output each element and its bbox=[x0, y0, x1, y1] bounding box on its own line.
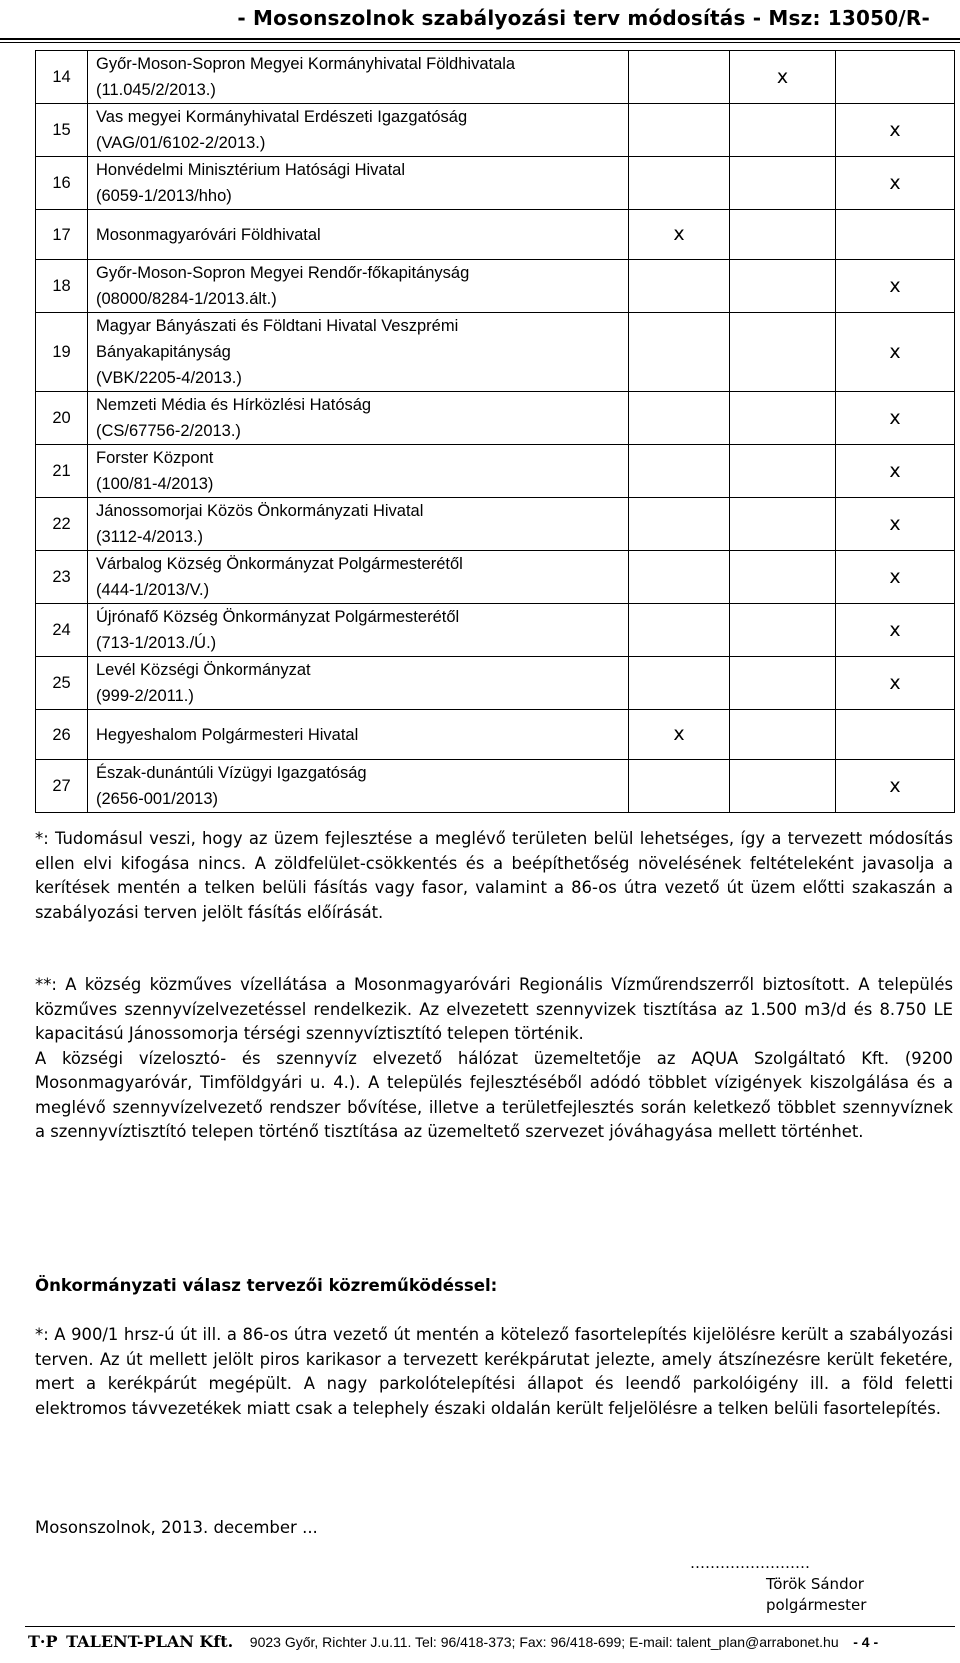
signer-name: Török Sándor bbox=[766, 1575, 864, 1593]
response-body bbox=[35, 1323, 953, 1421]
table-row bbox=[36, 445, 955, 498]
mark-cell-2 bbox=[730, 445, 836, 498]
agency-name-line: (444-1/2013/V.) bbox=[96, 581, 210, 599]
agency-name-line: (2656-001/2013) bbox=[96, 790, 219, 808]
table-row bbox=[36, 157, 955, 210]
mark-cell-3 bbox=[836, 498, 955, 551]
agency-name-line: Várbalog Község Önkormányzat Polgármesterétől bbox=[96, 555, 463, 573]
agency-name-cell bbox=[88, 498, 629, 551]
mark-cell-1 bbox=[629, 498, 730, 551]
row-number: 22 bbox=[36, 498, 88, 551]
table-row bbox=[36, 260, 955, 313]
mark-cell-2 bbox=[730, 604, 836, 657]
row-number: 25 bbox=[36, 657, 88, 710]
agency-name-line: Jánossomorjai Közös Önkormányzati Hivatal bbox=[96, 502, 424, 520]
agency-name-line: (08000/8284-1/2013.ált.) bbox=[96, 290, 277, 308]
mark-cell-2 bbox=[730, 551, 836, 604]
mark-cell-2 bbox=[730, 313, 836, 392]
row-number: 24 bbox=[36, 604, 88, 657]
row-number: 27 bbox=[36, 760, 88, 813]
mark-cell-3 bbox=[836, 104, 955, 157]
agency-name-line: (6059-1/2013/hho) bbox=[96, 187, 232, 205]
row-number: 17 bbox=[36, 210, 88, 260]
mark-cell-1 bbox=[629, 260, 730, 313]
mark-cell-2 bbox=[730, 710, 836, 760]
mark-cell-3 bbox=[836, 313, 955, 392]
agency-name-cell bbox=[88, 710, 629, 760]
agency-name-line: Bányakapitányság bbox=[96, 343, 231, 361]
mark-cell-2 bbox=[730, 392, 836, 445]
agency-name-line: (100/81-4/2013) bbox=[96, 475, 214, 493]
row-number: 20 bbox=[36, 392, 88, 445]
note-1-text: *: Tudomásul veszi, hogy az üzem fejlesztése a meglévő területen belül lehetséges, így a tervezett módosítás ellen elvi kifogása nincs. A zöldfelület-csökkentés és a beépíthetőség növelésének feltételeként javasolja a kerítések mentén a telken belüli fásítás vagy fasor, valamint a 86-os útra vezető út üzem előtti szakaszán a szabályozási terven jelölt fásítás előírását. bbox=[35, 829, 953, 922]
row-number: 19 bbox=[36, 313, 88, 392]
x-mark: x bbox=[889, 459, 901, 482]
x-mark: x bbox=[889, 671, 901, 694]
mark-cell-3 bbox=[836, 445, 955, 498]
agency-name-line: Vas megyei Kormányhivatal Erdészeti Igazgatóság bbox=[96, 108, 468, 126]
mark-cell-1 bbox=[629, 445, 730, 498]
table-row bbox=[36, 104, 955, 157]
mark-cell-2 bbox=[730, 51, 836, 104]
table-row bbox=[36, 551, 955, 604]
agency-name-line: Hegyeshalom Polgármesteri Hivatal bbox=[96, 725, 359, 744]
table-row bbox=[36, 210, 955, 260]
signature-block bbox=[690, 1553, 870, 1616]
agency-name-line: Nemzeti Média és Hírközlési Hatóság bbox=[96, 396, 372, 414]
agency-name-line: Forster Központ bbox=[96, 449, 214, 467]
mark-cell-1 bbox=[629, 710, 730, 760]
agency-name-line: Magyar Bányászati és Földtani Hivatal Veszprémi bbox=[96, 317, 459, 335]
mark-cell-1 bbox=[629, 51, 730, 104]
mark-cell-3 bbox=[836, 392, 955, 445]
row-number: 14 bbox=[36, 51, 88, 104]
agency-name-line: (999-2/2011.) bbox=[96, 687, 194, 705]
mark-cell-1 bbox=[629, 104, 730, 157]
mark-cell-1 bbox=[629, 392, 730, 445]
table-row bbox=[36, 392, 955, 445]
row-number: 15 bbox=[36, 104, 88, 157]
response-text: *: A 900/1 hrsz-ú út ill. a 86-os útra vezető út mentén a kötelező fasortelepítés kijelölésre került a szabályozási terven. Az út mellett jelölt piros karikasor a tervezett kerékpárutat jelezte, amely átszínezésre került feketére, mert a kerékpárút megépült. A nagy parkolótelepítési állapot és leendő parkolóigény ill. a föld feletti elektromos távvezetékek miatt csak a telephely északi oldalán került feljelölésre a telken belüli fasortelepítés. bbox=[35, 1325, 953, 1418]
agency-name-line: (VAG/01/6102-2/2013.) bbox=[96, 134, 266, 152]
note-1 bbox=[35, 827, 953, 925]
mark-cell-3 bbox=[836, 51, 955, 104]
agency-name-line: (CS/67756-2/2013.) bbox=[96, 422, 241, 440]
mark-cell-1 bbox=[629, 760, 730, 813]
note-2-text-b: A községi vízelosztó- és szennyvíz elvezető hálózat üzemeltetője az AQUA Szolgáltató Kft. (9200 Mosonmagyaróvár, Timföldgyári u. 4.). A település fejlesztéséből adódó többlet vízigények kiszolgálása és a meglévő szennyvízelvezető rendszer bővítése, illetve a területfejlesztés során keletkező többlet szennyvíznek a szennyvíztisztító telepen történő tisztítása az üzemeltető szervezet jóváhagyása mellett történhet. bbox=[35, 1048, 953, 1141]
document-header-title: - Mosonszolnok szabályozási terv módosítás - Msz: 13050/R- bbox=[237, 6, 930, 30]
agency-name-cell bbox=[88, 657, 629, 710]
agency-name-cell bbox=[88, 445, 629, 498]
agency-name-cell bbox=[88, 260, 629, 313]
agency-name-cell bbox=[88, 104, 629, 157]
agency-name-cell bbox=[88, 210, 629, 260]
mark-cell-1 bbox=[629, 210, 730, 260]
row-number: 26 bbox=[36, 710, 88, 760]
table-row bbox=[36, 313, 955, 392]
x-mark: x bbox=[776, 65, 789, 88]
page-number: - 4 - bbox=[853, 1634, 879, 1650]
agency-name-cell bbox=[88, 51, 629, 104]
agency-name-line: Honvédelmi Minisztérium Hatósági Hivatal bbox=[96, 161, 406, 179]
row-number: 23 bbox=[36, 551, 88, 604]
mark-cell-2 bbox=[730, 657, 836, 710]
x-mark: x bbox=[889, 774, 901, 797]
mark-cell-1 bbox=[629, 157, 730, 210]
mark-cell-2 bbox=[730, 104, 836, 157]
mark-cell-3 bbox=[836, 157, 955, 210]
mark-cell-3 bbox=[836, 551, 955, 604]
agency-name-cell bbox=[88, 313, 629, 392]
mark-cell-2 bbox=[730, 210, 836, 260]
x-mark: x bbox=[889, 118, 901, 141]
footer-rule bbox=[25, 1626, 955, 1627]
mark-cell-3 bbox=[836, 657, 955, 710]
agency-opinions-table bbox=[35, 50, 955, 813]
agency-name-cell bbox=[88, 392, 629, 445]
agency-name-line: (VBK/2205-4/2013.) bbox=[96, 369, 242, 387]
mark-cell-3 bbox=[836, 760, 955, 813]
mark-cell-1 bbox=[629, 313, 730, 392]
signature-line: …………………… bbox=[690, 1554, 810, 1572]
table-row bbox=[36, 498, 955, 551]
mark-cell-3 bbox=[836, 604, 955, 657]
signer-title: polgármester bbox=[766, 1596, 867, 1614]
mark-cell-3 bbox=[836, 710, 955, 760]
header-rule bbox=[0, 38, 960, 40]
row-number: 21 bbox=[36, 445, 88, 498]
mark-cell-2 bbox=[730, 760, 836, 813]
x-mark: x bbox=[673, 223, 685, 245]
x-mark: x bbox=[889, 274, 901, 297]
x-mark: x bbox=[889, 340, 901, 363]
mark-cell-2 bbox=[730, 498, 836, 551]
mark-cell-2 bbox=[730, 157, 836, 210]
table-row bbox=[36, 657, 955, 710]
mark-cell-1 bbox=[629, 657, 730, 710]
x-mark: x bbox=[889, 565, 901, 588]
agency-name-line: Észak-dunántúli Vízügyi Igazgatóság bbox=[96, 764, 367, 782]
company-name: TALENT-PLAN Kft. bbox=[66, 1632, 234, 1651]
agency-name-line: Újrónafő Község Önkormányzat Polgármesterétől bbox=[96, 608, 460, 626]
agency-name-line: (3112-4/2013.) bbox=[96, 528, 204, 546]
agency-name-line: Levél Községi Önkormányzat bbox=[96, 661, 311, 679]
response-heading: Önkormányzati válasz tervezői közreműködéssel: bbox=[35, 1276, 498, 1295]
place-date: Mosonszolnok, 2013. december ... bbox=[35, 1518, 318, 1537]
table-row bbox=[36, 604, 955, 657]
agency-name-line: (713-1/2013./Ú.) bbox=[96, 634, 217, 652]
note-2-text-a: **: A község közműves vízellátása a Mosonmagyaróvári Regionális Vízműrendszerről biztosított. A település közműves szennyvízelvezetéssel rendelkezik. Az elvezetett szennyvizek tisztítása az 1.500 m3/d és 8.750 LE kapacitású Jánossomorja térségi szennyvíztisztító telepen történik. bbox=[35, 975, 953, 1043]
row-number: 16 bbox=[36, 157, 88, 210]
mark-cell-3 bbox=[836, 210, 955, 260]
agency-name-cell bbox=[88, 760, 629, 813]
mark-cell-2 bbox=[730, 260, 836, 313]
agency-name-line: Győr-Moson-Sopron Megyei Kormányhivatal Földhivatala bbox=[96, 55, 516, 73]
mark-cell-1 bbox=[629, 604, 730, 657]
agency-name-cell bbox=[88, 604, 629, 657]
agency-name-cell bbox=[88, 157, 629, 210]
agency-name-cell bbox=[88, 551, 629, 604]
x-mark: x bbox=[889, 512, 901, 535]
note-2 bbox=[35, 973, 953, 1145]
x-mark: x bbox=[673, 723, 685, 745]
mark-cell-1 bbox=[629, 551, 730, 604]
mark-cell-3 bbox=[836, 260, 955, 313]
table-row bbox=[36, 51, 955, 104]
header-rule-thin bbox=[0, 42, 960, 43]
agency-name-line: (11.045/2/2013.) bbox=[96, 81, 216, 99]
company-contact: 9023 Győr, Richter J.u.11. Tel: 96/418-373; Fax: 96/418-699; E-mail: talent_plan@arrabonet.hu bbox=[249, 1634, 839, 1650]
footer bbox=[28, 1632, 958, 1651]
company-logo: T·P bbox=[28, 1632, 58, 1651]
table-row bbox=[36, 710, 955, 760]
agency-name-line: Mosonmagyaróvári Földhivatal bbox=[96, 225, 321, 244]
row-number: 18 bbox=[36, 260, 88, 313]
table-row bbox=[36, 760, 955, 813]
x-mark: x bbox=[889, 171, 901, 194]
agency-name-line: Győr-Moson-Sopron Megyei Rendőr-főkapitányság bbox=[96, 264, 470, 282]
x-mark: x bbox=[889, 406, 901, 429]
x-mark: x bbox=[889, 618, 901, 641]
